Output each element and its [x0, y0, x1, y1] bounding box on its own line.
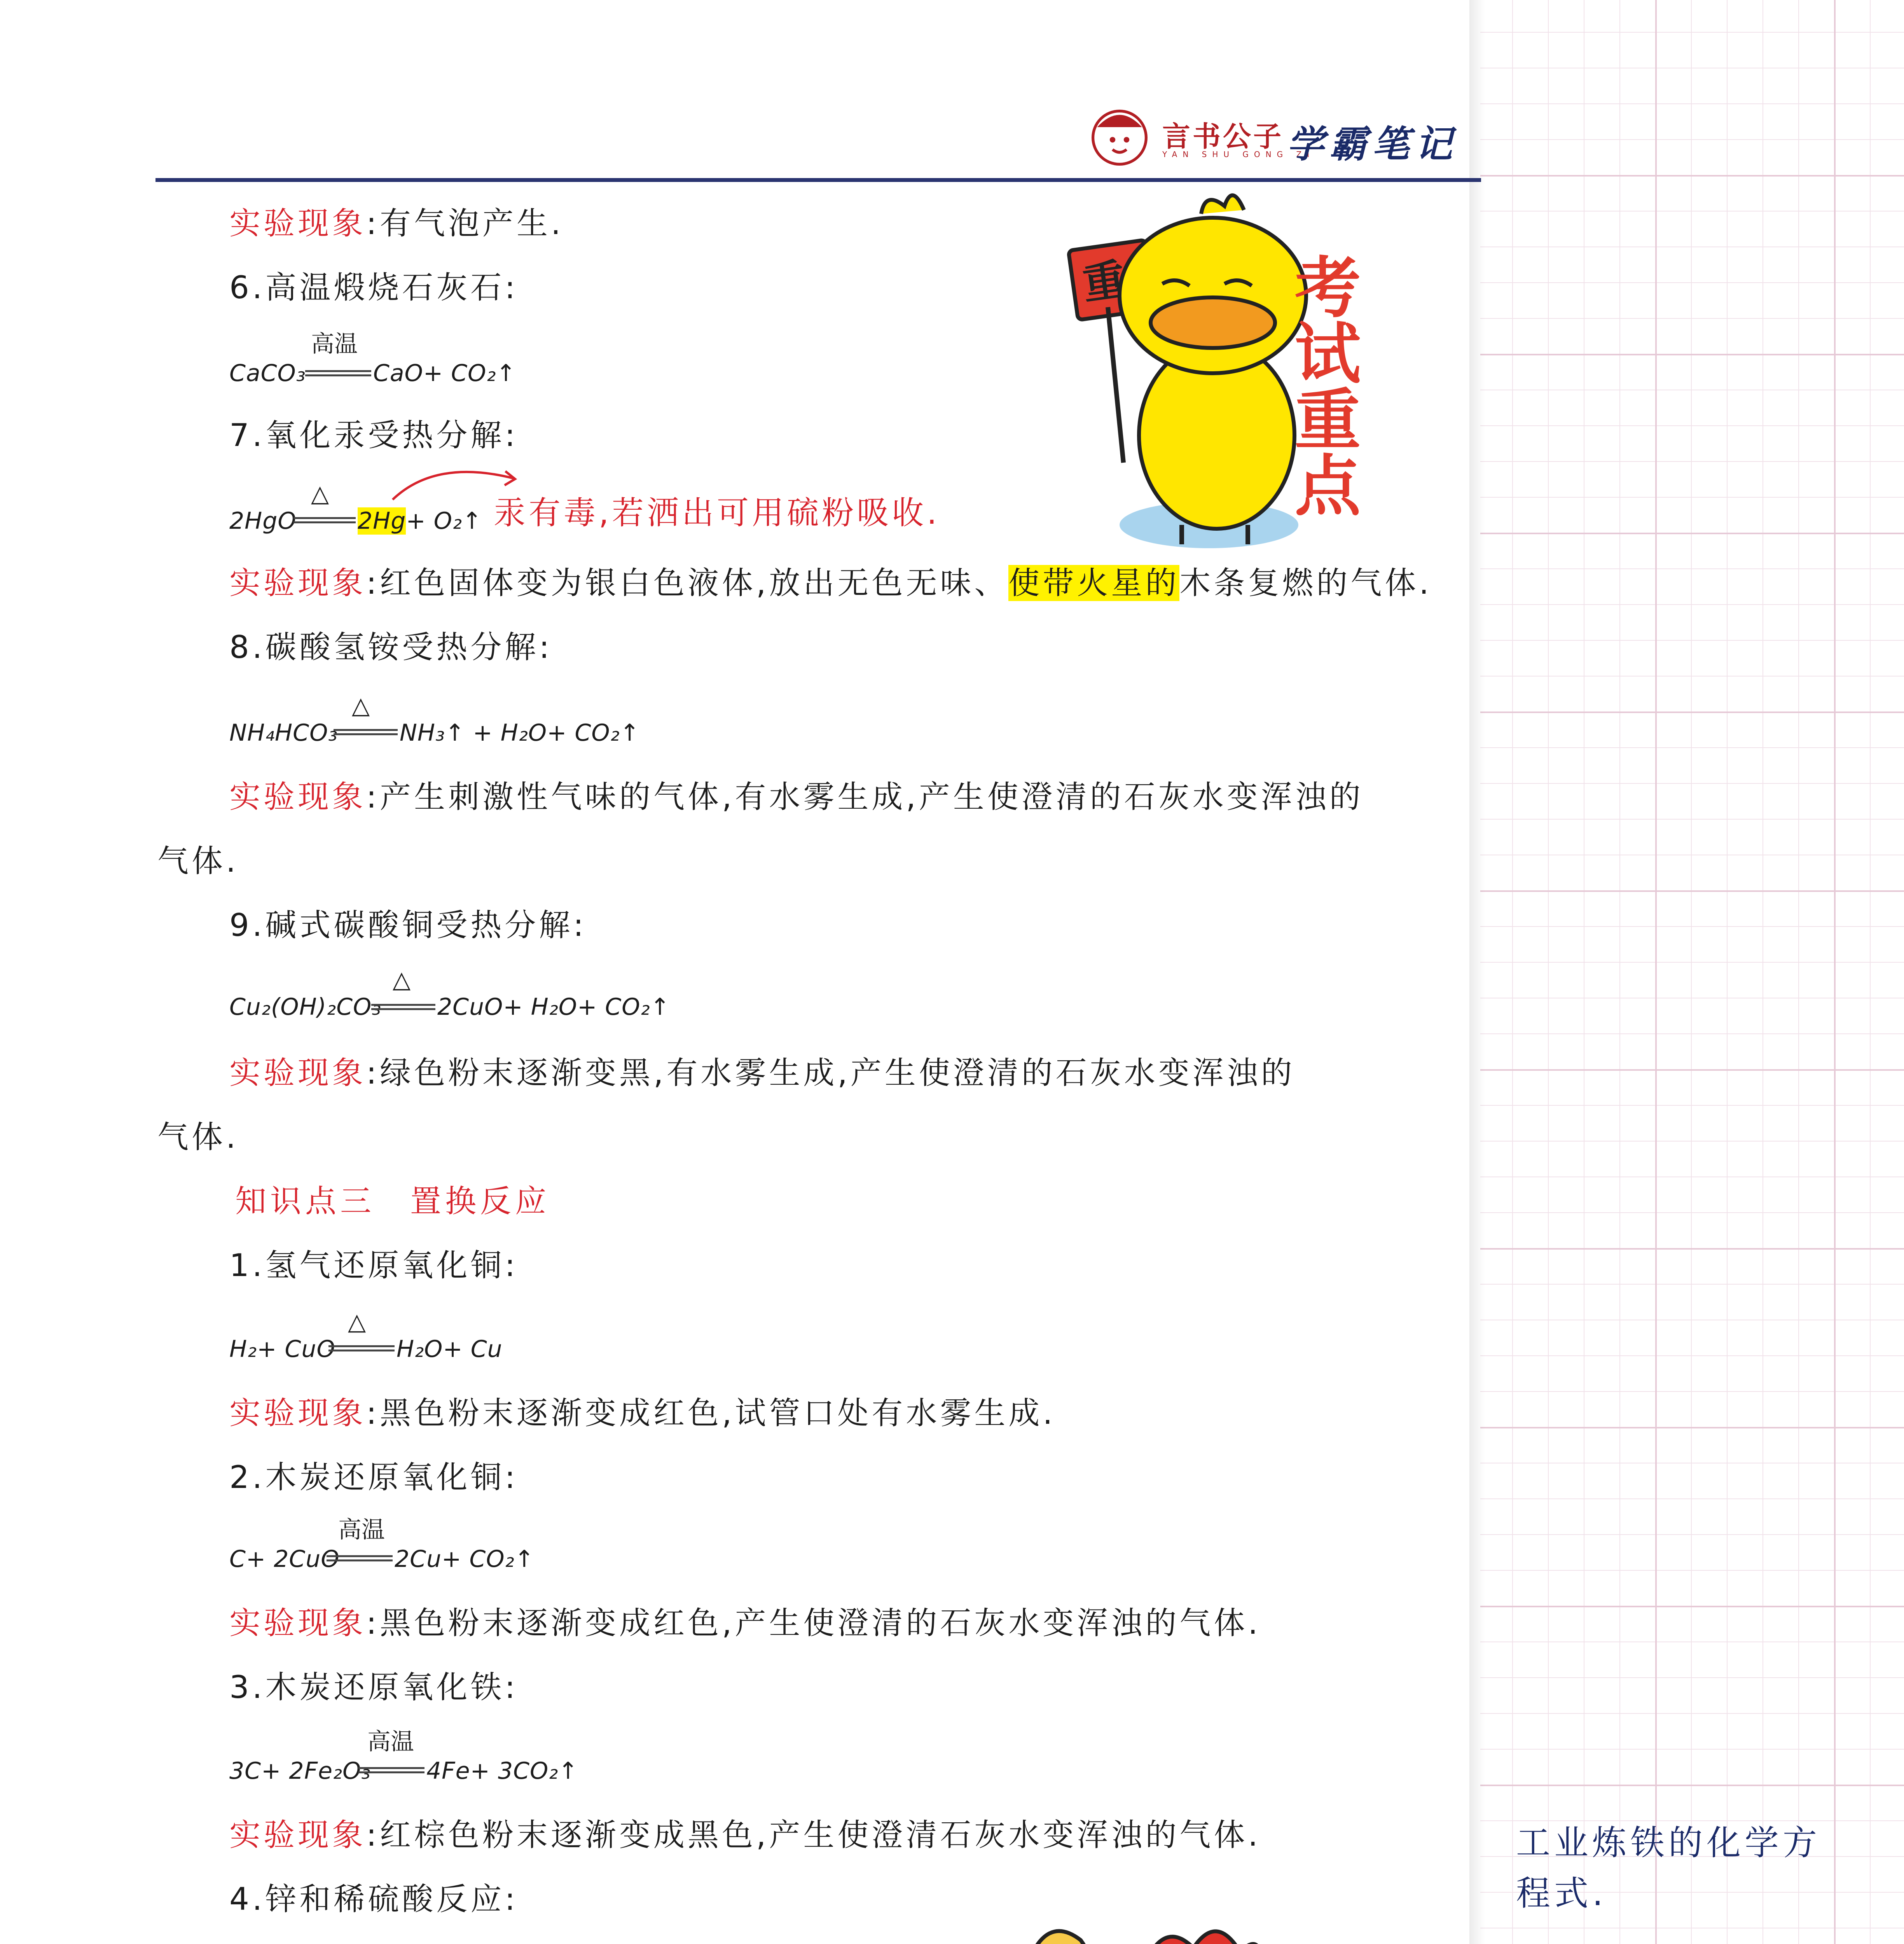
phenomenon-text: :有气泡产生.: [366, 205, 564, 241]
phenomenon-label: 实验现象: [229, 1817, 366, 1853]
equation-condition: 高温: [311, 330, 358, 358]
equation-right: 2Cu+ CO₂↑: [395, 1545, 535, 1573]
reaction-title: 8.碳酸氢铵受热分解:: [229, 629, 553, 665]
equation-condition: △: [393, 966, 411, 993]
equation-right: H₂O+ Cu: [397, 1336, 503, 1363]
notebook-title: 学霸笔记: [1287, 122, 1458, 166]
equation-right: NH₃↑ + H₂O+ CO₂↑: [400, 719, 640, 746]
phenomenon-text-end: 木条复燃的气体.: [1179, 565, 1432, 601]
equation-right-rest: + O₂↑: [406, 507, 482, 535]
reaction-title: 3.木炭还原氧化铁:: [229, 1669, 519, 1705]
phenomenon-label: 实验现象: [229, 1395, 366, 1431]
equation-double-line: [305, 370, 371, 376]
phenomenon-line: [229, 1392, 1056, 1435]
phenomenon-label: 实验现象: [229, 1055, 366, 1091]
phenomenon-continuation: 气体.: [157, 843, 239, 879]
reaction-title: 6.高温煅烧石灰石:: [229, 269, 519, 306]
equation-left: C+ 2CuO: [229, 1545, 340, 1573]
equation-right: CaO+ CO₂↑: [373, 360, 516, 387]
rooster-mascot-icon: [983, 1905, 1419, 1944]
equation-left: NH₄HCO₃: [229, 719, 338, 746]
equation-right: 2CuO+ H₂O+ CO₂↑: [437, 993, 670, 1021]
reaction-title: 4.锌和稀硫酸反应:: [229, 1881, 519, 1917]
phenomenon-text: :红色固体变为银白色液体,放出无色无味、: [366, 565, 1009, 601]
phenomenon-label: 实验现象: [229, 779, 366, 815]
phenomenon-text: :红棕色粉末逐渐变成黑色,产生使澄清石灰水变浑浊的气体.: [366, 1817, 1261, 1853]
phenomenon-line: [229, 1052, 1295, 1094]
equation-double-line: [293, 517, 356, 523]
reaction-title: 9.碱式碳酸铜受热分解:: [229, 907, 587, 943]
phenomenon-line: [229, 776, 1364, 818]
header-rule: [155, 178, 1481, 182]
brand-logo-icon: [1085, 99, 1155, 169]
equation-condition: 高温: [367, 1728, 414, 1755]
phenomenon-text: :产生刺激性气味的气体,有水雾生成,产生使澄清的石灰水变浑浊的: [366, 779, 1364, 815]
equation-right: 4Fe+ 3CO₂↑: [426, 1757, 578, 1785]
equation-condition: △: [311, 480, 329, 507]
duck-caption-text: 考试重点: [1283, 253, 1360, 517]
equation-left: H₂+ CuO: [229, 1336, 335, 1363]
phenomenon-text: :黑色粉末逐渐变成红色,产生使澄清的石灰水变浑浊的气体.: [366, 1605, 1261, 1641]
reaction-title: 7.氧化汞受热分解:: [229, 417, 519, 453]
equation-condition: △: [352, 692, 370, 719]
equation-right: [358, 507, 482, 535]
equation-double-line: [358, 1767, 424, 1773]
equation-double-line: [327, 1555, 393, 1561]
reaction-title: 2.木炭还原氧化铜:: [229, 1459, 519, 1495]
phenomenon-line: [229, 1814, 1261, 1857]
highlighted-product: 2Hg: [358, 507, 406, 535]
equation-double-line: [371, 1004, 435, 1010]
handwritten-note: 汞有毒,若洒出可用硫粉吸收.: [494, 495, 940, 531]
equation-left: CaCO₃: [229, 360, 306, 387]
duck-caption: [1283, 253, 1360, 517]
equation-condition: 高温: [338, 1516, 385, 1544]
phenomenon-continuation: 气体.: [157, 1119, 239, 1155]
phenomenon-line: [229, 202, 564, 245]
page-fold-shadow: [1469, 0, 1485, 1944]
equation-double-line: [328, 1345, 395, 1351]
phenomenon-line: [229, 562, 1432, 605]
equation-left: 3C+ 2Fe₂O₃: [229, 1757, 371, 1785]
brand-subtitle: YAN SHU GONG ZI: [1162, 150, 1315, 159]
phenomenon-label: 实验现象: [229, 1605, 366, 1641]
section-heading: 知识点三 置换反应: [235, 1183, 550, 1219]
equation-double-line: [334, 729, 398, 735]
duck-mascot-icon: [1065, 183, 1454, 556]
brand-name: 言书公子: [1162, 120, 1284, 153]
phenomenon-label: 实验现象: [229, 205, 366, 241]
brand-logo-group: [1085, 99, 1315, 169]
equation-left: Cu₂(OH)₂CO₃: [229, 993, 382, 1021]
highlighted-phrase: 使带火星的: [1008, 565, 1180, 601]
equation-left: 2HgO: [229, 507, 297, 535]
phenomenon-label: 实验现象: [229, 565, 366, 601]
phenomenon-text: :绿色粉末逐渐变黑,有水雾生成,产生使澄清的石灰水变浑浊的: [366, 1055, 1295, 1091]
equation-condition: △: [348, 1308, 366, 1336]
phenomenon-text: :黑色粉末逐渐变成红色,试管口处有水雾生成.: [366, 1395, 1056, 1431]
grid-margin: [1480, 0, 1904, 1944]
margin-note: 工业炼铁的化学方程式.: [1516, 1823, 1821, 1913]
phenomenon-line: [229, 1602, 1261, 1645]
reaction-title: 1.氢气还原氧化铜:: [229, 1247, 519, 1283]
